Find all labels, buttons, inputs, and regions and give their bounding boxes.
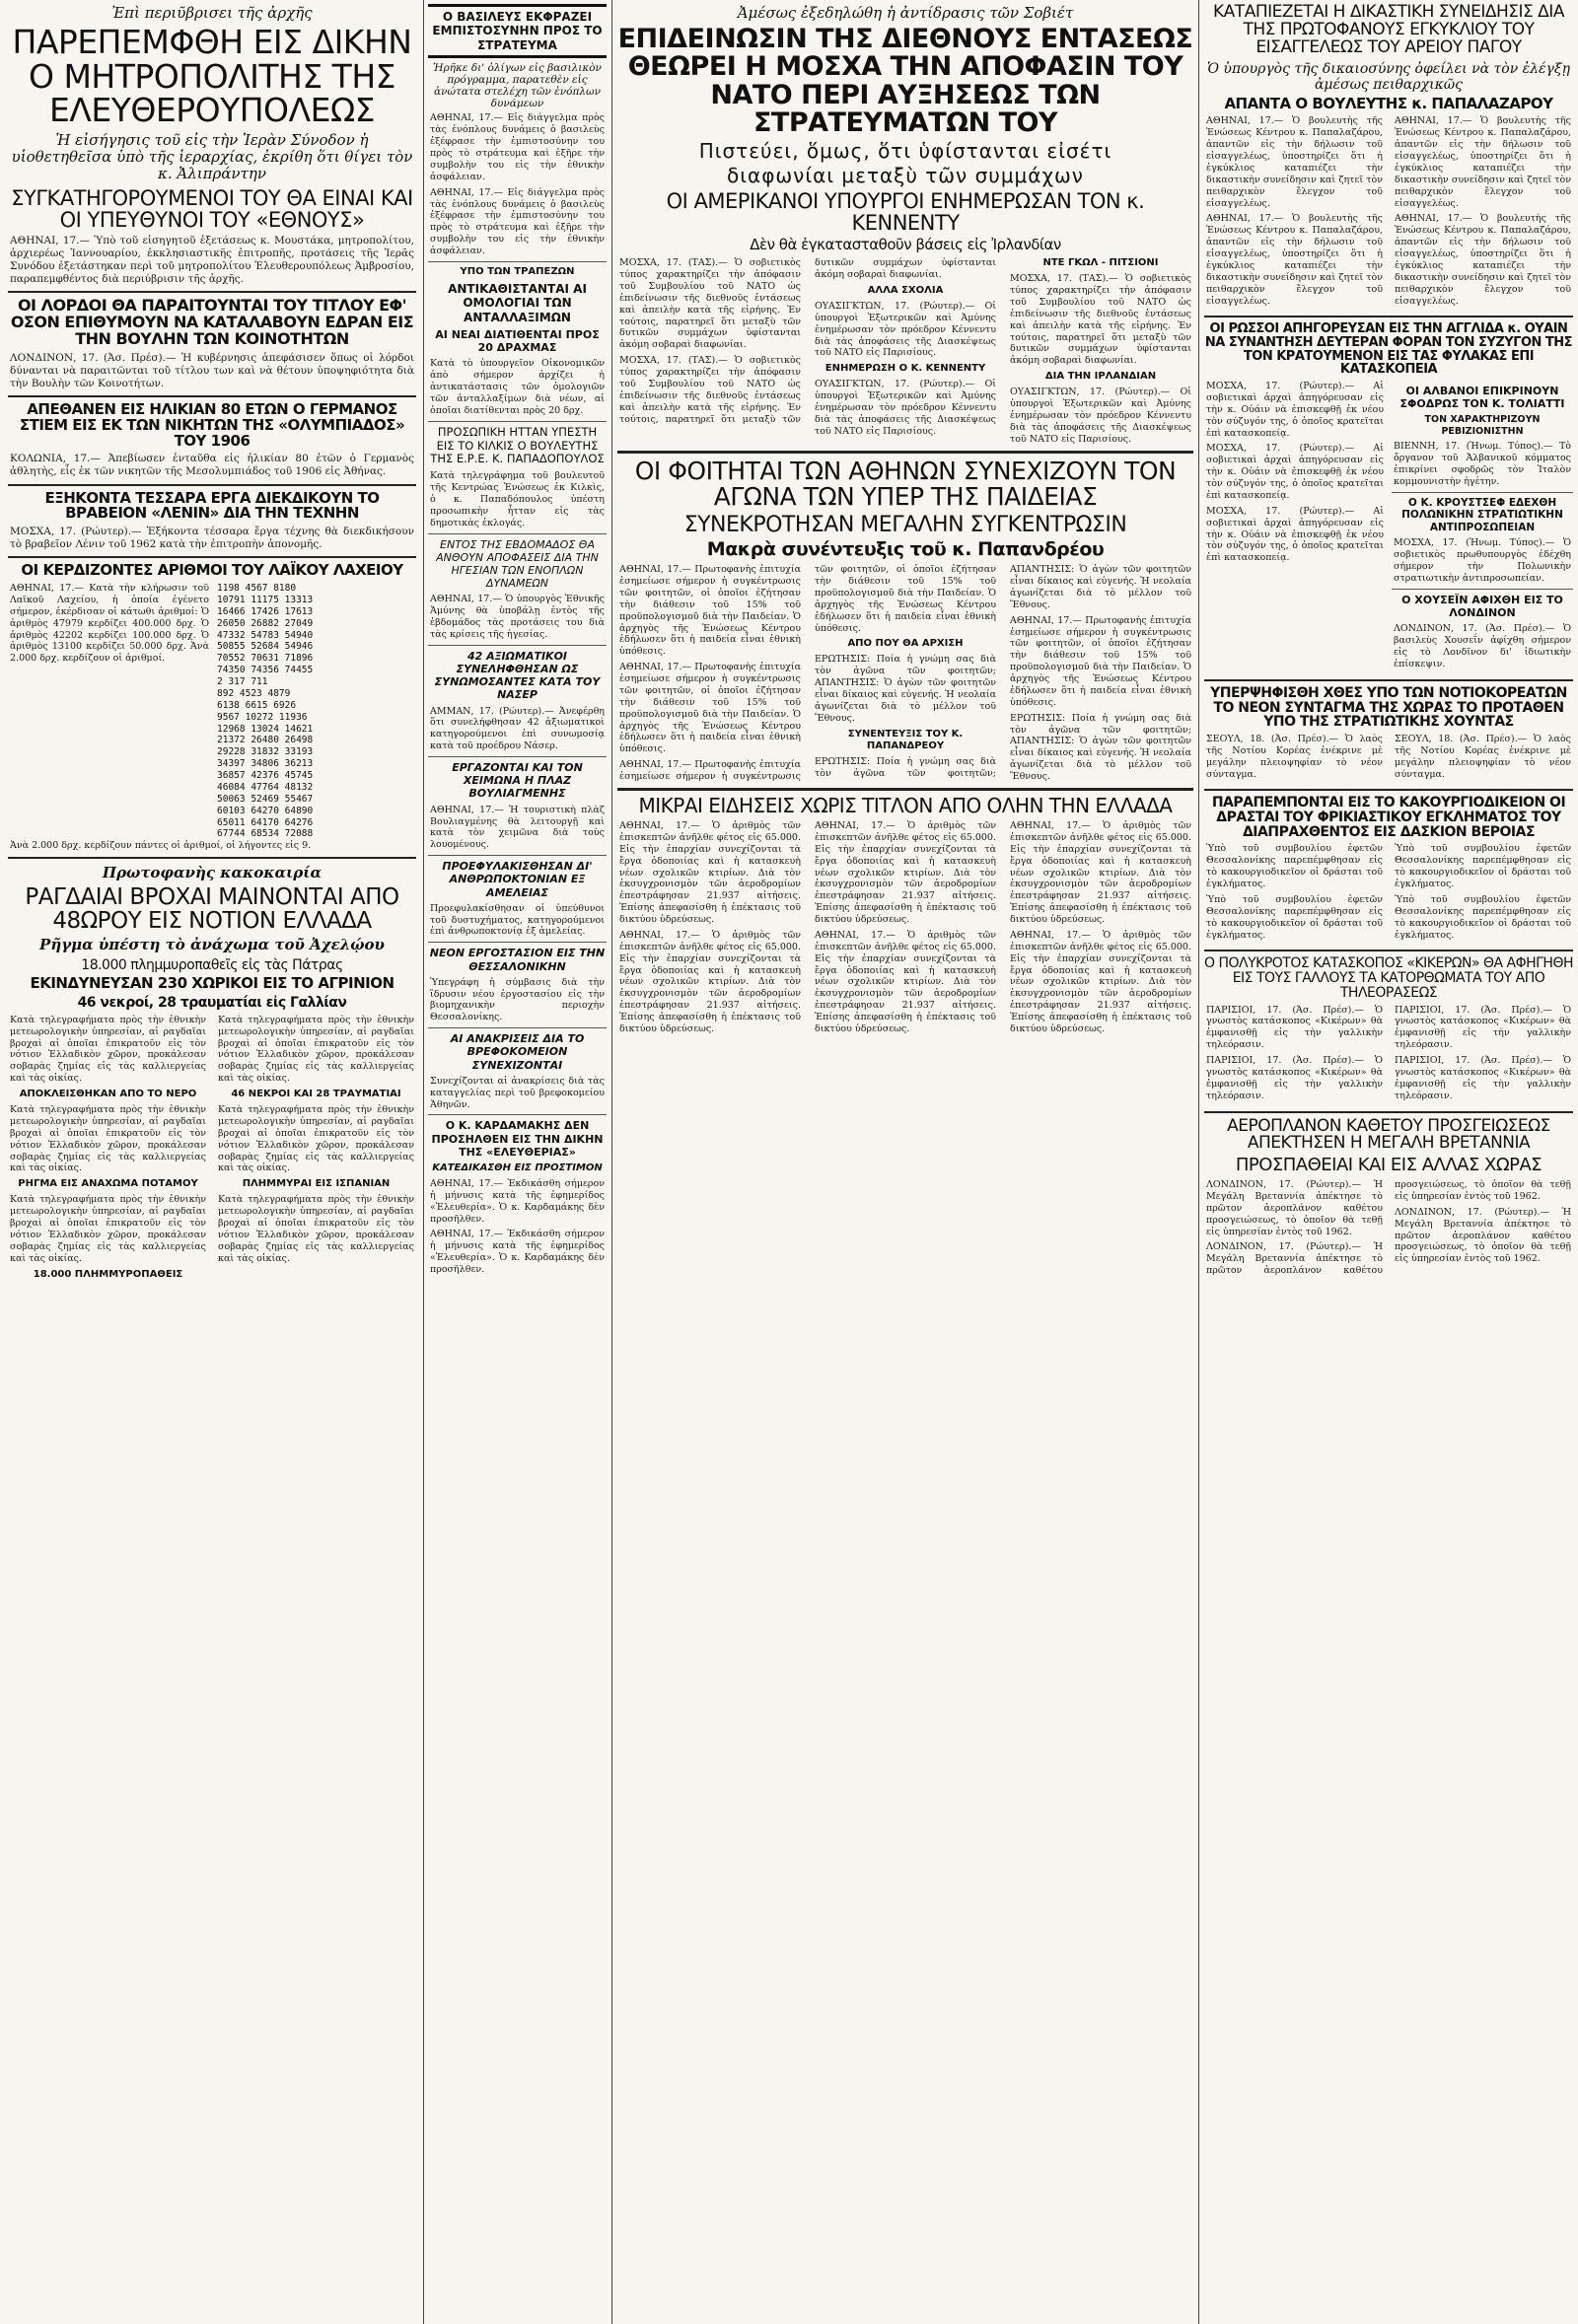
headline-albanians: ΟΙ ΑΛΒΑΝΟΙ ΕΠΙΚΡΙΝΟΥΝ ΣΦΟΔΡΩΣ ΤΟΝ Κ. ΤΟΛΙΑΤΤΙ xyxy=(1399,385,1565,411)
article-body: ΠΑΡΙΣΙΟΙ, 17. (Ἀσ. Πρέσ).— Ὁ γνωστὸς κατάσκοπος «Κικέρων» θὰ ἐμφανισθῇ εἰς τὴν γαλλικὴν τηλεόρασιν. xyxy=(1395,1004,1571,1051)
headline-judicial: ΚΑΤΑΠΙΕΖΕΤΑΙ Η ΔΙΚΑΣΤΙΚΗ ΣΥΝΕΙΔΗΣΙΣ ΔΙΑ ΤΗΣ ΠΡΩΤΟΦΑΝΟΥΣ ΕΓΚΥΚΛΙΟΥ ΤΟΥ ΕΙΣΑΓΓΕΛΕΩΣ ΤΟΥ ΑΡΕΙΟΥ ΠΑΓΟΥ xyxy=(1213,2,1564,57)
lottery-row: 74350 74356 74455 xyxy=(217,665,314,676)
article-body: ΜΟΣΧΑ, 17. (ΤΑΣ).— Ὁ σοβιετικὸς τύπος χαρακτηρίζει τὴν ἀπόφασιν τοῦ Συμβουλίου τοῦ ΝΑΤΟ ὡς ἐπιδείνωσιν τῆς διεθνοῦς ἐντάσεως καὶ ἀπειλὴν κατὰ τῆς εἰρήνης. Ἐν τούτοις, παρατηρεῖ ὅτι μεταξὺ τῶν δυτικῶν συμμάχων ὑφίστανται ἀκόμη σοβαραὶ διαφωνίαι. xyxy=(619,257,996,425)
article-body: ΑΘΗΝΑΙ, 17.— Ὁ ἀριθμὸς τῶν ἐπισκεπτῶν ἀνῆλθε φέτος εἰς 65.000. Εἰς τὴν ἐπαρχίαν συνεχίζονται τὰ ἔργα ὁδοποιίας καὶ ἡ κατασκευὴ νέων σχολικῶν κτιρίων. Διὰ τὸν ἐκσυγχρονισμὸν τῶν ἀεροδρομίων ἐπεστράφησαν 21.937 αἰτήσεις. Ἐπίσης ἀπεφασίσθη ἡ ἐπέκτασις τοῦ δικτύου ὑδρεύσεως. xyxy=(1010,929,1191,1034)
subhead: ΕΝΗΜΕΡΩΣΗ Ο Κ. ΚΕΝΝΕΝΤΥ xyxy=(825,363,986,375)
article-body: Κατὰ τηλεγραφήματα πρὸς τὴν ἐθνικὴν μετεωρολογικὴν ὑπηρεσίαν, αἱ ραγδαῖαι βροχαὶ αἱ ὁποῖαι ἐπικρατοῦν εἰς τὸν νότιον Ἑλλαδικὸν χῶρον, προκάλεσαν σοβαρὰς ζημίας εἰς τὰς καλλιεργείας καὶ τὰς οἰκίας. xyxy=(218,1194,414,1264)
article-body: ΑΘΗΝΑΙ, 17.— Ὁ βουλευτὴς τῆς Ἑνώσεως Κέντρου κ. Παπαλαζάρου, ἀπαντῶν εἰς τὴν δήλωσιν τοῦ εἰσαγγελέως, ὑποστηρίζει ὅτι ἡ ἐγκύκλιος καταπιέζει τὴν δικαστικὴν συνείδησιν καὶ ζητεῖ τὸν πειθαρχικὸν ἔλεγχον τοῦ εἰσαγγελέως. xyxy=(1206,115,1383,209)
article-body: Κατὰ τηλεγραφήματα πρὸς τὴν ἐθνικὴν μετεωρολογικὴν ὑπηρεσίαν, αἱ ραγδαῖαι βροχαὶ αἱ ὁποῖαι ἐπικρατοῦν εἰς τὸν νότιον Ἑλλαδικὸν χῶρον, προκάλεσαν σοβαρὰς ζημίας εἰς τὰς καλλιεργείας καὶ τὰς οἰκίας. xyxy=(10,1194,206,1264)
kicker-weather: Πρωτοφανὴς κακοκαιρία xyxy=(102,864,323,882)
headline-rains: ΡΑΓΔΑΙΑΙ ΒΡΟΧΑΙ ΜΑΙΝΟΝΤΑΙ ΑΠΟ 48ΩΡΟΥ ΕΙΣ ΝΟΤΙΟΝ ΕΛΛΑΔΑ xyxy=(25,884,399,935)
headline-nato: ΕΠΙΔΕΙΝΩΣΙΝ ΤΗΣ ΔΙΕΘΝΟΥΣ ΕΝΤΑΣΕΩΣ ΘΕΩΡΕΙ Η ΜΟΣΧΑ ΤΗΝ ΑΠΟΦΑΣΙΝ ΤΟΥ ΝΑΤΟ ΠΕΡΙ ΑΥΞΗΣΕΩΣ ΤΩΝ ΣΤΡΑΤΕΥΜΑΤΩΝ ΤΟΥ xyxy=(617,24,1193,139)
lottery-text: ΑΘΗΝΑΙ, 17.— Κατὰ τὴν κλήρωσιν τοῦ Λαϊκοῦ Λαχείου, ἡ ὁποία ἐγένετο σήμερον, ἐκέρδισαν οἱ κάτωθι ἀριθμοί: Ὁ ἀριθμὸς 47979 κερδίζει 400.000 δρχ. Ὁ ἀριθμὸς 42202 κερδίζει 100.000 δρχ. Ὁ ἀριθμὸς 13100 κερδίζει 50.000 δρχ. Ἀνὰ 2.000 δρχ. κερδίζουν οἱ ἀριθμοί. xyxy=(10,583,209,665)
article-body: ΑΘΗΝΑΙ, 17.— Ὁ ἀριθμὸς τῶν ἐπισκεπτῶν ἀνῆλθε φέτος εἰς 65.000. Εἰς τὴν ἐπαρχίαν συνεχίζονται τὰ ἔργα ὁδοποιίας καὶ ἡ κατασκευὴ νέων σχολικῶν κτιρίων. Διὰ τὸν ἐκσυγχρονισμὸν τῶν ἀεροδρομίων ἐπεστράφησαν 21.937 αἰτήσεις. Ἐπίσης ἀπεφασίσθη ἡ ἐπέκτασις τοῦ δικτύου ὑδρεύσεως. xyxy=(619,929,801,1034)
headline-lenin-prize: ΕΞΗΚΟΝΤΑ ΤΕΣΣΑΡΑ ΕΡΓΑ ΔΙΕΚΔΙΚΟΥΝ ΤΟ ΒΡΑΒΕΙΟΝ «ΛΕΝΙΝ» ΔΙΑ ΤΗΝ ΤΕΧΝΗΝ xyxy=(44,488,380,523)
lottery-row: 9567 10272 11936 xyxy=(217,711,308,723)
deck: ΚΑΤΕΔΙΚΑΣΘΗ ΕΙΣ ΠΡΟΣΤΙΜΟΝ xyxy=(432,1162,603,1173)
subhead: 46 ΝΕΚΡΟΙ ΚΑΙ 28 ΤΡΑΥΜΑΤΙΑΙ xyxy=(231,1089,401,1100)
column-4 xyxy=(1204,0,1573,2324)
headline-cicero: Ο ΠΟΛΥΚΡΟΤΟΣ ΚΑΤΑΣΚΟΠΟΣ «ΚΙΚΕΡΩΝ» ΘΑ ΑΦΗΓΗΘΗ ΕΙΣ ΤΟΥΣ ΓΑΛΛΟΥΣ ΤΑ ΚΑΤΟΡΘΩΜΑΤΑ ΤΟΥ ΑΠΟ ΤΗΛΕΟΡΑΣΕΩΣ xyxy=(1204,955,1573,1001)
article-body: ΣΕΟΥΛ, 18. (Ἀσ. Πρέσ).— Ὁ λαὸς τῆς Νοτίου Κορέας ἐνέκρινε μὲ μεγάλην πλειοψηφίαν τὸ νέον σύνταγμα. xyxy=(1395,733,1571,780)
kicker: Ἀμέσως ἐξεδηλώθη ἡ ἀντίδρασις τῶν Σοβιέτ xyxy=(737,4,1074,22)
article-body: ΑΘΗΝΑΙ, 17.— Ὑπὸ τοῦ εἰσηγητοῦ ἐξετάσεως κ. Μουστάκα, μητροπολίτου, ἀρχιερέως Ἰαννουαρίου, ἐκκλησιαστικῆς ἐπιτροπῆς, προτάσεις τῆς Ἱερᾶς Συνόδου ἐξετάστηκαν περὶ τοῦ μητροπολίτου Ἐλευθερουπόλεως Ἀμβροσίου, παραπεμφθέντος διὰ περιύβρισιν τῆς ἀρχῆς. xyxy=(10,234,414,286)
headline-korea: ΥΠΕΡΨΗΦΙΣΘΗ ΧΘΕΣ ΥΠΟ ΤΩΝ ΝΟΤΙΟΚΟΡΕΑΤΩΝ ΤΟ ΝΕΟΝ ΣΥΝΤΑΓΜΑ ΤΗΣ ΧΩΡΑΣ ΤΟ ΠΡΟΤΑΘΕΝ ΥΠΟ ΤΗΣ ΣΤΡΑΤΙΩΤΙΚΗΣ ΧΟΥΝΤΑΣ xyxy=(1210,684,1567,731)
article-body: Ὑπεγράφη ἡ σύμβασις διὰ τὴν ἵδρυσιν νέου ἐργοστασίου εἰς τὴν βιομηχανικὴν περιοχὴν Θεσσαλονίκης. xyxy=(430,976,605,1023)
deck: Ρῆγμα ὑπέστη τὸ ἀνάχωμα τοῦ Ἀχελῴου xyxy=(39,936,385,954)
article-body: ΣΕΟΥΛ, 18. (Ἀσ. Πρέσ).— Ὁ λαὸς τῆς Νοτίου Κορέας ἐνέκρινε μὲ μεγάλην πλειοψηφίαν τὸ νέον σύνταγμα. xyxy=(1206,733,1383,780)
article-body: ΑΘΗΝΑΙ, 17.— Ὁ ὑπουργὸς Ἐθνικῆς Ἀμύνης θὰ ὑποβάλῃ ἐντὸς τῆς ἑβδομάδος τὰς προτάσεις του διὰ τὰς κρίσεις τῆς ἡγεσίας. xyxy=(430,594,605,640)
article-body: ΑΘΗΝΑΙ, 17.— Ὁ ἀριθμὸς τῶν ἐπισκεπτῶν ἀνῆλθε φέτος εἰς 65.000. Εἰς τὴν ἐπαρχίαν συνεχίζονται τὰ ἔργα ὁδοποιίας καὶ ἡ κατασκευὴ νέων σχολικῶν κτιρίων. Διὰ τὸν ἐκσυγχρονισμὸν τῶν ἀεροδρομίων ἐπεστράφησαν 21.937 αἰτήσεις. Ἐπίσης ἀπεφασίσθη ἡ ἐπέκτασις τοῦ δικτύου ὑδρεύσεως. xyxy=(815,929,996,1034)
deck: Ὁ ὑπουργὸς τῆς δικαιοσύνης ὀφείλει νὰ τὸν ἐλέγξῃ ἀμέσως πειθαρχικῶς xyxy=(1206,60,1571,93)
subhead: ΔΙΑ ΤΗΝ ΙΡΛΑΝΔΙΑΝ xyxy=(1044,371,1157,383)
article-body: ΑΘΗΝΑΙ, 17.— Ἐκδικάσθη σήμερον ἡ μήνυσις κατὰ τῆς ἐφημερίδος «Ἐλευθερία». Ὁ κ. Καρδαμάκης δὲν προσῆλθεν. xyxy=(430,1177,605,1225)
deck: ΑΙ ΝΕΑΙ ΔΙΑΤΙΘΕΝΤΑΙ ΠΡΟΣ 20 ΔΡΑΧΜΑΣ xyxy=(435,328,600,355)
subhead: ΑΠΟΚΛΕΙΣΘΗΚΑΝ ΑΠΟ ΤΟ ΝΕΡΟ xyxy=(19,1089,197,1100)
article-body: ΑΘΗΝΑΙ, 17.— Ὁ βουλευτὴς τῆς Ἑνώσεως Κέντρου κ. Παπαλαζάρου, ἀπαντῶν εἰς τὴν δήλωσιν τοῦ εἰσαγγελέως, ὑποστηρίζει ὅτι ἡ ἐγκύκλιος καταπιέζει τὴν δικαστικὴν συνείδησιν καὶ ζητεῖ τὸν πειθαρχικὸν ἔλεγχον τοῦ εἰσαγγελέως. xyxy=(1206,213,1383,307)
subhead: ΠΛΗΜΜΥΡΑΙ ΕΙΣ ΙΣΠΑΝΙΑΝ xyxy=(242,1178,391,1190)
headline-vouliagmeni: ΕΡΓΑΖΟΝΤΑΙ ΚΑΙ ΤΟΝ ΧΕΙΜΩΝΑ Η ΠΛΑΖ ΒΟΥΛΙΑΓΜΕΝΗΣ xyxy=(452,761,583,801)
subheadline: ΣΥΝΕΚΡΟΤΗΣΑΝ ΜΕΓΑΛΗΝ ΣΥΓΚΕΝΤΡΩΣΙΝ xyxy=(683,513,1127,538)
article-body: ΟΥΑΣΙΓΚΤΩΝ, 17. (Ρώυτερ).— Οἱ ὑπουργοὶ Ἐξωτερικῶν καὶ Ἀμύνης ἐνημέρωσαν τὸν πρόεδρον Κέννεντυ διὰ τὰς ἀποφάσεις τῆς Διασκέψεως τοῦ ΝΑΤΟ εἰς Παρισίους. xyxy=(815,379,996,437)
headline-metropolitan: ΠΑΡΕΠΕΜΦΘΗ ΕΙΣ ΔΙΚΗΝ Ο ΜΗΤΡΟΠΟΛΙΤΗΣ ΤΗΣ ΕΛΕΥΘΕΡΟΥΠΟΛΕΩΣ xyxy=(12,23,412,130)
article-body: Κατὰ τηλεγραφήματα πρὸς τὴν ἐθνικὴν μετεωρολογικὴν ὑπηρεσίαν, αἱ ραγδαῖαι βροχαὶ αἱ ὁποῖαι ἐπικρατοῦν εἰς τὸν νότιον Ἑλλαδικὸν χῶρον, προκάλεσαν σοβαρὰς ζημίας εἰς τὰς καλλιεργείας καὶ τὰς οἰκίας. xyxy=(218,1104,414,1174)
article-body: ΑΘΗΝΑΙ, 17.— Πρωτοφανὴς ἐπιτυχία ἐσημείωσε σήμερον ἡ συγκέντρωσις τῶν φοιτητῶν, οἱ ὁποῖοι ἐζήτησαν τὴν διάθεσιν τοῦ 15% τοῦ προϋπολογισμοῦ διὰ τὴν Παιδείαν. Ὁ ἀρχηγὸς τῆς Ἑνώσεως Κέντρου ἐδήλωσεν ὅτι ἡ παιδεία εἶναι ἐθνικὴ ὑπόθεσις. xyxy=(619,662,801,755)
lottery-row: 21372 26480 26498 xyxy=(217,735,314,746)
lottery-row: 67744 68534 72088 xyxy=(217,828,314,840)
headline-lottery: ΟΙ ΚΕΡΔΙΖΟΝΤΕΣ ΑΡΙΘΜΟΙ ΤΟΥ ΛΑΪΚΟΥ ΛΑΧΕΙΟΥ xyxy=(21,561,403,580)
deck: διαφωνίαι μεταξὺ τῶν συμμάχων xyxy=(727,164,1084,188)
lottery-row: 47332 54783 54940 xyxy=(217,629,314,641)
subheadline: ΣΥΓΚΑΤΗΓΟΡΟΥΜΕΝΟΙ ΤΟΥ ΘΑ ΕΙΝΑΙ ΚΑΙ ΟΙ ΥΠΕΥΘΥΝΟΙ ΤΟΥ «ΕΘΝΟΥΣ» xyxy=(11,185,413,232)
article-body: ΜΟΣΧΑ, 17. (Ρώυτερ).— Αἱ σοβιετικαὶ ἀρχαὶ ἀπηγόρευσαν εἰς τὴν κ. Οὐάιν νὰ ἐπισκεφθῇ ἐκ νέου τὸν σύζυγόν της, ὁ ὁποῖος κρατεῖται ἐπὶ κατασκοπείᾳ. xyxy=(1206,443,1384,501)
headline-veroia: ΠΑΡΑΠΕΜΠΟΝΤΑΙ ΕΙΣ ΤΟ ΚΑΚΟΥΡΓΙΟΔΙΚΕΙΟΝ ΟΙ ΔΡΑΣΤΑΙ ΤΟΥ ΦΡΙΚΙΑΣΤΙΚΟΥ ΕΓΚΛΗΜΑΤΟΣ ΤΟΥ ΔΙΑΠΡΑΧΘΕΝΤΟΣ ΕΙΣ ΔΑΣΚΙΟΝ ΒΕΡΟΙΑΣ xyxy=(1211,795,1566,840)
headline-khrushchev: Ο Κ. ΚΡΟΥΣΤΣΕΦ ΕΔΕΧΘΗ ΠΟΛΩΝΙΚΗΝ ΣΤΡΑΤΙΩΤΙΚΗΝ ΑΝΤΙΠΡΟΣΩΠΕΙΑΝ xyxy=(1401,496,1563,533)
article-body: ΑΘΗΝΑΙ, 17.— Ὁ ἀριθμὸς τῶν ἐπισκεπτῶν ἀνῆλθε φέτος εἰς 65.000. Εἰς τὴν ἐπαρχίαν συνεχίζονται τὰ ἔργα ὁδοποιίας καὶ ἡ κατασκευὴ νέων σχολικῶν κτιρίων. Διὰ τὸν ἐκσυγχρονισμὸν τῶν ἀεροδρομίων ἐπεστράφησαν 21.937 αἰτήσεις. Ἐπίσης ἀπεφασίσθη ἡ ἐπέκτασις τοῦ δικτύου ὑδρεύσεως. xyxy=(1010,820,1191,926)
headline-lords: ΟΙ ΛΟΡΔΟΙ ΘΑ ΠΑΡΑΙΤΟΥΝΤΑΙ ΤΟΥ ΤΙΤΛΟΥ ΕΦ' ΟΣΟΝ ΕΠΙΘΥΜΟΥΝ ΝΑ ΚΑΤΑΛΑΒΟΥΝ ΕΔΡΑΝ ΕΙΣ ΤΗΝ ΒΟΥΛΗΝ ΤΩΝ ΚΟΙΝΟΤΗΤΩΝ xyxy=(10,296,414,348)
lottery-row: 46084 47764 48132 xyxy=(217,781,314,793)
article-body: ΠΑΡΙΣΙΟΙ, 17. (Ἀσ. Πρέσ).— Ὁ γνωστὸς κατάσκοπος «Κικέρων» θὰ ἐμφανισθῇ εἰς τὴν γαλλικὴν τηλεόρασιν. xyxy=(1395,1055,1571,1101)
article-body: Προεφυλακίσθησαν οἱ ὑπεύθυνοι τοῦ δυστυχήματος, κατηγορούμενοι ἐπὶ ἀνθρωποκτονίᾳ ἐξ ἀμελείας. xyxy=(430,902,605,938)
article-body: ΑΘΗΝΑΙ, 17.— Εἰς διάγγελμα πρὸς τὰς ἐνόπλους δυνάμεις ὁ βασιλεὺς ἐξέφρασε τὴν ἐμπιστοσύνην του πρὸς τὸ στράτευμα καὶ ἐξῆρε τὴν συμβολὴν του εἰς τὴν ἐθνικὴν ἀσφάλειαν. xyxy=(430,186,605,257)
article-body: ΑΘΗΝΑΙ, 17.— Πρωτοφανὴς ἐπιτυχία ἐσημείωσε σήμερον ἡ συγκέντρωσις τῶν φοιτητῶν, οἱ ὁποῖοι ἐζήτησαν τὴν διάθεσιν τοῦ 15% τοῦ προϋπολογισμοῦ διὰ τὴν Παιδείαν. Ὁ ἀρχηγὸς τῆς Ἑνώσεως Κέντρου ἐδήλωσεν ὅτι ἡ παιδεία εἶναι ἐθνικὴ ὑπόθεσις. xyxy=(619,564,996,782)
article-body: ΜΟΣΧΑ, 17. (Ἡνωμ. Τύπος).— Ὁ σοβιετικὸς πρωθυπουργὸς ἐδέχθη σήμερον τὴν Πολωνικὴν στρατιωτικὴν ἀντιπροσωπείαν. xyxy=(1394,537,1571,585)
column-1 xyxy=(8,0,416,2324)
article-body: ΑΘΗΝΑΙ, 17.— Εἰς διάγγελμα πρὸς τὰς ἐνόπλους δυνάμεις ὁ βασιλεὺς ἐξέφρασε τὴν ἐμπιστοσύνην του πρὸς τὸ στράτευμα καὶ ἐξῆρε τὴν συμβολὴν του εἰς τὴν ἐθνικὴν ἀσφάλειαν. xyxy=(430,112,605,182)
lottery-row: 29228 31832 33193 xyxy=(217,746,314,758)
lottery-row: 65011 64170 64276 xyxy=(217,816,314,828)
lottery-row: 34397 34806 36213 xyxy=(217,758,314,770)
deck: Δὲν θὰ ἐγκατασταθοῦν βάσεις εἰς Ἰρλανδίαν xyxy=(750,236,1061,254)
lottery-row: 1198 4567 8180 xyxy=(217,583,297,595)
article-body: ΠΑΡΙΣΙΟΙ, 17. (Ἀσ. Πρέσ).— Ὁ γνωστὸς κατάσκοπος «Κικέρων» θὰ ἐμφανισθῇ εἰς τὴν γαλλικὴν τηλεόρασιν. xyxy=(1206,1004,1383,1051)
headline-armed-forces: ΕΝΤΟΣ ΤΗΣ ΕΒΔΟΜΑΔΟΣ ΘΑ ΑΝΘΟΥΝ ΑΠΟΦΑΣΕΙΣ ΔΙΑ ΤΗΝ ΗΓΕΣΙΑΝ ΤΩΝ ΕΝΟΠΛΩΝ ΔΥΝΑΜΕΩΝ xyxy=(436,537,599,591)
lottery-row: 60103 64270 64890 xyxy=(217,805,314,816)
article-body: Κατὰ τηλεγραφήματα πρὸς τὴν ἐθνικὴν μετεωρολογικὴν ὑπηρεσίαν, αἱ ραγδαῖαι βροχαὶ αἱ ὁποῖαι ἐπικρατοῦν εἰς τὸν νότιον Ἑλλαδικὸν χῶρον, προκάλεσαν σοβαρὰς ζημίας εἰς τὰς καλλιεργείας καὶ τὰς οἰκίας. xyxy=(218,1014,414,1085)
article-body: ΕΡΩΤΗΣΙΣ: Ποία ἡ γνώμη σας διὰ τὸν ἀγῶνα τῶν φοιτητῶν; ΑΠΑΝΤΗΣΙΣ: Ὁ ἀγὼν τῶν φοιτητῶν εἶναι δίκαιος καὶ εὐγενής. Ἡ νεολαία ἀγωνίζεται διὰ τὸ μέλλον τοῦ Ἔθνους. xyxy=(815,654,996,724)
lottery-row: 16466 17426 17613 xyxy=(217,605,314,617)
article-body: ΑΘΗΝΑΙ, 17.— Ἐκδικάσθη σήμερον ἡ μήνυσις κατὰ τῆς ἐφημερίδος «Ἐλευθερία». Ὁ κ. Καρδαμάκης δὲν προσῆλθεν. xyxy=(430,1229,605,1276)
article-body: ΑΘΗΝΑΙ, 17.— Πρωτοφανὴς ἐπιτυχία ἐσημείωσε σήμερον ἡ συγκέντρωσις τῶν φοιτητῶν, οἱ ὁποῖοι ἐζήτησαν τὴν διάθεσιν τοῦ 15% τοῦ προϋπολογισμοῦ διὰ τὴν Παιδείαν. Ὁ ἀρχηγὸς τῆς Ἑνώσεως Κέντρου ἐδήλωσεν ὅτι ἡ παιδεία εἶναι ἐθνικὴ ὑπόθεσις. xyxy=(619,564,801,658)
article-body: ΛΟΝΔΙΝΟΝ, 17. (Ρώυτερ).— Ἡ Μεγάλη Βρεταννία ἀπέκτησε τὸ πρῶτον ἀεροπλάνον καθέτου προσγειώσεως, τὸ ὁποῖον θὰ τεθῇ εἰς ὑπηρεσίαν ἐντὸς τοῦ 1962. xyxy=(1395,1206,1571,1265)
lottery-row: 2 317 711 xyxy=(217,676,268,688)
article-body: ΑΘΗΝΑΙ, 17.— Ὁ βουλευτὴς τῆς Ἑνώσεως Κέντρου κ. Παπαλαζάρου, ἀπαντῶν εἰς τὴν δήλωσιν τοῦ εἰσαγγελέως, ὑποστηρίζει ὅτι ἡ ἐγκύκλιος καταπιέζει τὴν δικαστικὴν συνείδησιν καὶ ζητεῖ τὸν πειθαρχικὸν ἔλεγχον τοῦ εἰσαγγελέως. xyxy=(1395,115,1571,209)
lottery-row: 10791 11175 13313 xyxy=(217,594,314,605)
article-body: Ὑπὸ τοῦ συμβουλίου ἐφετῶν Θεσσαλονίκης παρεπέμφθησαν εἰς τὸ κακουργιοδικεῖον οἱ δράσται τοῦ ἐγκλήματος. xyxy=(1395,843,1571,890)
headline-wynne: ΟΙ ΡΩΣΣΟΙ ΑΠΗΓΟΡΕΥΣΑΝ ΕΙΣ ΤΗΝ ΑΓΓΛΙΔΑ κ. ΟΥΑΙΝ ΝΑ ΣΥΝΑΝΤΗΣΗ ΔΕΥΤΕΡΑΝ ΦΟΡΑΝ ΤΟΝ ΣΥΖΥΓΟΝ ΤΗΣ ΤΟΝ ΚΡΑΤΟΥΜΕΝΟΝ ΕΙΣ ΤΑΣ ΦΥΛΑΚΑΣ ΕΠΙ ΚΑΤΑΣΚΟΠΕΙΑ xyxy=(1204,321,1573,378)
article-body: ΑΜΜΑΝ, 17. (Ρώυτερ).— Ἀνεφέρθη ὅτι συνελήφθησαν 42 ἀξιωματικοὶ κατηγορούμενοι ἐπὶ συνωμοσίᾳ κατὰ τοῦ προέδρου Νάσερ. xyxy=(430,705,605,752)
article-body: ΠΑΡΙΣΙΟΙ, 17. (Ἀσ. Πρέσ).— Ὁ γνωστὸς κατάσκοπος «Κικέρων» θὰ ἐμφανισθῇ εἰς τὴν γαλλικὴν τηλεόρασιν. xyxy=(1206,1055,1383,1101)
column-2 xyxy=(428,0,607,2324)
lottery-row: 6138 6615 6926 xyxy=(217,699,297,711)
lottery-row: 26050 26882 27049 xyxy=(217,617,314,629)
headline-hussein: Ο ΧΟΥΣΕΪΝ ΑΦΙΧΘΗ ΕΙΣ ΤΟ ΛΟΝΔΙΝΟΝ xyxy=(1401,593,1563,620)
deck: Πιστεύει, ὅμως, ὅτι ὑφίστανται εἰσέτι xyxy=(698,139,1112,164)
deck: 18.000 πλημμυροπαθεῖς εἰς τὰς Πάτρας xyxy=(81,956,343,973)
subhead: ΑΛΛΑ ΣΧΟΛΙΑ xyxy=(867,284,944,296)
article-body: Συνεχίζονται αἱ ἀνακρίσεις διὰ τὰς καταγγελίας περὶ τοῦ βρεφοκομείου Ἀθηνῶν. xyxy=(430,1075,605,1110)
deck: Ἡ εἰσήγησις τοῦ εἰς τὴν Ἱερὰν Σύνοδον ἡ υἱοθετηθεῖσα ὑπὸ τῆς ἱεραρχίας, ἐκρίθη ὅτι θίγει τὸν κ. Ἀλιπράντην xyxy=(11,130,413,183)
headline-bonds: ΑΝΤΙΚΑΘΙΣΤΑΝΤΑΙ ΑΙ ΟΜΟΛΟΓΙΑΙ ΤΩΝ ΑΝΤΑΛΛΑΞΙΜΩΝ xyxy=(448,281,587,324)
article-body: ΑΘΗΝΑΙ, 17.— Ὁ ἀριθμὸς τῶν ἐπισκεπτῶν ἀνῆλθε φέτος εἰς 65.000. Εἰς τὴν ἐπαρχίαν συνεχίζονται τὰ ἔργα ὁδοποιίας καὶ ἡ κατασκευὴ νέων σχολικῶν κτιρίων. Διὰ τὸν ἐκσυγχρονισμὸν τῶν ἀεροδρομίων ἐπεστράφησαν 21.937 αἰτήσεις. Ἐπίσης ἀπεφασίσθη ἡ ἐπέκτασις τοῦ δικτύου ὑδρεύσεως. xyxy=(815,820,996,926)
headline-factory: ΝΕΟΝ ΕΡΓΟΣΤΑΣΙΟΝ ΕΙΣ ΤΗΝ ΘΕΣΣΑΛΟΝΙΚΗΝ xyxy=(429,947,606,973)
headline-kardamakis: Ο Κ. ΚΑΡΔΑΜΑΚΗΣ ΔΕΝ ΠΡΟΣΗΛΘΕΝ ΕΙΣ ΤΗΝ ΔΙΚΗΝ ΤΗΣ «ΕΛΕΥΘΕΡΙΑΣ» xyxy=(431,1119,604,1159)
article-body: ΑΘΗΝΑΙ, 17.— Ὁ ἀριθμὸς τῶν ἐπισκεπτῶν ἀνῆλθε φέτος εἰς 65.000. Εἰς τὴν ἐπαρχίαν συνεχίζονται τὰ ἔργα ὁδοποιίας καὶ ἡ κατασκευὴ νέων σχολικῶν κτιρίων. Διὰ τὸν ἐκσυγχρονισμὸν τῶν ἀεροδρομίων ἐπεστράφησαν 21.937 αἰτήσεις. Ἐπίσης ἀπεφασίσθη ἡ ἐπέκτασις τοῦ δικτύου ὑδρεύσεως. xyxy=(619,820,801,926)
article-body: ΜΟΣΧΑ, 17. (Ρώυτερ).— Αἱ σοβιετικαὶ ἀρχαὶ ἀπηγόρευσαν εἰς τὴν κ. Οὐάιν νὰ ἐπισκεφθῇ ἐκ νέου τὸν σύζυγόν της, ὁ ὁποῖος κρατεῖται ἐπὶ κατασκοπείᾳ. xyxy=(1206,381,1384,439)
article-body: ΑΘΗΝΑΙ, 17.— Ἡ τουριστικὴ πλὰζ Βουλιαγμένης θὰ λειτουργῇ καὶ κατὰ τὸν χειμῶνα διὰ τοὺς λουομένους. xyxy=(430,804,605,851)
headline-orphanage: ΑΙ ΑΝΑΚΡΙΣΕΙΣ ΔΙΑ ΤΟ ΒΡΕΦΟΚΟΜΕΙΟΝ ΣΥΝΕΧΙΖΟΝΤΑΙ xyxy=(450,1032,585,1072)
article-body: ΚΟΛΩΝΙΑ, 17.— Ἀπεβίωσεν ἐνταῦθα εἰς ἡλικίαν 80 ἐτῶν ὁ Γερμανὸς ἀθλητὴς, εἷς ἐκ τῶν νικητῶν τῆς Μεσολυμπιάδος τοῦ 1906 εἰς Ἀθήνας. xyxy=(10,453,414,478)
lottery-note: Ἀνὰ 2.000 δρχ. κερδίζουν πάντες οἱ ἀριθμοί, οἱ λήγοντες εἰς 9. xyxy=(10,840,312,852)
subheadline: ΠΡΟΣΠΑΘΕΙΑΙ ΚΑΙ ΕΙΣ ΑΛΛΑΣ ΧΩΡΑΣ xyxy=(1235,1155,1542,1176)
subhead: 18.000 ΠΛΗΜΜΥΡΟΠΑΘΕΙΣ xyxy=(33,1268,183,1280)
article-body: ΜΟΣΧΑ, 17. (ΤΑΣ).— Ὁ σοβιετικὸς τύπος χαρακτηρίζει τὴν ἀπόφασιν τοῦ Συμβουλίου τοῦ ΝΑΤΟ ὡς ἐπιδείνωσιν τῆς διεθνοῦς ἐντάσεως καὶ ἀπειλὴν κατὰ τῆς εἰρήνης. Ἐν τούτοις, παρατηρεῖ ὅτι μεταξὺ τῶν δυτικῶν συμμάχων ὑφίστανται ἀκόμη σοβαραὶ διαφωνίαι. xyxy=(619,257,801,351)
deck: ΕΚΙΝΔΥΝΕΥΣΑΝ 230 ΧΩΡΙΚΟΙ ΕΙΣ ΤΟ ΑΓΡΙΝΙΟΝ xyxy=(30,974,394,993)
deck: Μακρὰ συνέντευξις τοῦ κ. Παπανδρέου xyxy=(706,538,1105,561)
subheadline: ΑΠΑΝΤΑ Ο ΒΟΥΛΕΥΤΗΣ κ. ΠΑΠΑΛΑΖΑΡΟΥ xyxy=(1224,94,1553,112)
subhead: ΣΥΝΕΝΤΕΥΞΙΣ ΤΟΥ Κ. ΠΑΠΑΝΔΡΕΟΥ xyxy=(847,728,964,751)
subhead: ΑΠΟ ΠΟΥ ΘΑ ΑΡΧΙΣΗ xyxy=(847,638,964,650)
article-body: Ὑπὸ τοῦ συμβουλίου ἐφετῶν Θεσσαλονίκης παρεπέμφθησαν εἰς τὸ κακουργιοδικεῖον οἱ δράσται τοῦ ἐγκλήματος. xyxy=(1206,843,1383,890)
article-body: ΜΟΣΧΑ, 17. (ΤΑΣ).— Ὁ σοβιετικὸς τύπος χαρακτηρίζει τὴν ἀπόφασιν τοῦ Συμβουλίου τοῦ ΝΑΤΟ ὡς ἐπιδείνωσιν τῆς διεθνοῦς ἐντάσεως καὶ ἀπειλὴν κατὰ τῆς εἰρήνης. Ἐν τούτοις, παρατηρεῖ ὅτι μεταξὺ τῶν δυτικῶν συμμάχων ὑφίστανται ἀκόμη σοβαραὶ διαφωνίαι. xyxy=(1010,273,1191,367)
lottery-row: 12968 13024 14621 xyxy=(217,723,314,735)
headline-vtol: ΑΕΡΟΠΛΑΝΟΝ ΚΑΘΕΤΟΥ ΠΡΟΣΓΕΙΩΣΕΩΣ ΑΠΕΚΤΗΣΕΝ Η ΜΕΓΑΛΗ ΒΡΕΤΑΝΝΙΑ xyxy=(1227,1115,1550,1154)
article-body: ΛΟΝΔΙΝΟΝ, 17. (Ρώυτερ).— Ἡ Μεγάλη Βρεταννία ἀπέκτησε τὸ πρῶτον ἀεροπλάνον καθέτου προσγειώσεως, τὸ ὁποῖον θὰ τεθῇ εἰς ὑπηρεσίαν ἐντὸς τοῦ 1962. xyxy=(1206,1179,1383,1237)
article-body: ΛΟΝΔΙΝΟΝ, 17. (Ἀσ. Πρέσ).— Ἡ κυβέρνησις ἀπεφάσισεν ὅπως οἱ λόρδοι δύνανται νὰ παραιτῶνται τοῦ τίτλου των καὶ νὰ θέτουν ὑποψηφιότητα διὰ τὴν Βουλὴν τῶν Κοινοτήτων. xyxy=(10,351,414,389)
subheadline: ΟΙ ΑΜΕΡΙΚΑΝΟΙ ΥΠΟΥΡΓΟΙ ΕΝΗΜΕΡΩΣΑΝ ΤΟΝ κ. ΚΕΝΝΕΝΤΥ xyxy=(666,189,1145,236)
article-body: ΟΥΑΣΙΓΚΤΩΝ, 17. (Ρώυτερ).— Οἱ ὑπουργοὶ Ἐξωτερικῶν καὶ Ἀμύνης ἐνημέρωσαν τὸν πρόεδρον Κέννεντυ διὰ τὰς ἀποφάσεις τῆς Διασκέψεως τοῦ ΝΑΤΟ εἰς Παρισίους. xyxy=(815,300,996,359)
article-body: ΛΟΝΔΙΝΟΝ, 17. (Ἀσ. Πρέσ).— Ὁ βασιλεὺς Χουσεΐν ἀφίχθη σήμερον εἰς τὸ Λονδῖνον δι' ἰδιωτικὴν ἐπίσκεψιν. xyxy=(1394,623,1571,669)
headline-students: ΟΙ ΦΟΙΤΗΤΑΙ ΤΩΝ ΑΘΗΝΩΝ ΣΥΝΕΧΙΖΟΥΝ ΤΟΝ ΑΓΩΝΑ ΤΩΝ ΥΠΕΡ ΤΗΣ ΠΑΙΔΕΙΑΣ xyxy=(634,456,1177,511)
article-body: ΜΟΣΧΑ, 17. (Ρώυτερ).— Ἐξήκοντα τέσσαρα ἔργα τέχνης θὰ διεκδικήσουν τὸ βραβεῖον Λένιν τοῦ 1962 κατὰ τὴν ἐπιτροπὴν ἀπονομῆς. xyxy=(10,526,414,551)
headline-detention: ΠΡΟΕΦΥΛΑΚΙΣΘΗΣΑΝ ΔΙ' ΑΝΘΡΩΠΟΚΤΟΝΙΑΝ ΕΞ ΑΜΕΛΕΙΑΣ xyxy=(442,860,593,899)
lottery-row: 50063 52469 55467 xyxy=(217,793,314,805)
article-body: Κατὰ τηλεγραφήματα πρὸς τὴν ἐθνικὴν μετεωρολογικὴν ὑπηρεσίαν, αἱ ραγδαῖαι βροχαὶ αἱ ὁποῖαι ἐπικρατοῦν εἰς τὸν νότιον Ἑλλαδικὸν χῶρον, προκάλεσαν σοβαρὰς ζημίας εἰς τὰς καλλιεργείας καὶ τὰς οἰκίας. xyxy=(10,1104,206,1174)
article-body: ΑΘΗΝΑΙ, 17.— Πρωτοφανὴς ἐπιτυχία ἐσημείωσε σήμερον ἡ συγκέντρωσις τῶν φοιτητῶν, οἱ ὁποῖοι ἐζήτησαν τὴν διάθεσιν τοῦ 15% τοῦ προϋπολογισμοῦ διὰ τὴν Παιδείαν. Ὁ ἀρχηγὸς τῆς Ἑνώσεως Κέντρου ἐδήλωσεν ὅτι ἡ παιδεία εἶναι ἐθνικὴ ὑπόθεσις. xyxy=(1010,614,1191,708)
article-body: ΕΡΩΤΗΣΙΣ: Ποία ἡ γνώμη σας διὰ τὸν ἀγῶνα τῶν φοιτητῶν; ΑΠΑΝΤΗΣΙΣ: Ὁ ἀγὼν τῶν φοιτητῶν εἶναι δίκαιος καὶ εὐγενής. Ἡ νεολαία ἀγωνίζεται διὰ τὸ μέλλον τοῦ Ἔθνους. xyxy=(1010,712,1191,782)
article-body: ΟΥΑΣΙΓΚΤΩΝ, 17. (Ρώυτερ).— Οἱ ὑπουργοὶ Ἐξωτερικῶν καὶ Ἀμύνης ἐνημέρωσαν τὸν πρόεδρον Κέννεντυ διὰ τὰς ἀποφάσεις τῆς Διασκέψεως τοῦ ΝΑΤΟ εἰς Παρισίους. xyxy=(1010,387,1191,445)
article-body: ΛΟΝΔΙΝΟΝ, 17. (Ρώυτερ).— Ἡ Μεγάλη Βρεταννία ἀπέκτησε τὸ πρῶτον ἀεροπλάνον καθέτου προσγειώσεως, τὸ ὁποῖον θὰ τεθῇ εἰς ὑπηρεσίαν ἐντὸς τοῦ 1962. xyxy=(1206,1179,1571,1277)
deck: 46 νεκροί, 28 τραυματίαι εἰς Γαλλίαν xyxy=(77,995,347,1012)
lottery-numbers xyxy=(217,583,416,840)
headline-king: Ο ΒΑΣΙΛΕΥΣ ΕΚΦΡΑΖΕΙ ΕΜΠΙΣΤΟΣΥΝΗΝ ΠΡΟΣ ΤΟ ΣΤΡΑΤΕΥΜΑ xyxy=(428,4,607,58)
headline-banks-kicker: ΥΠΟ ΤΩΝ ΤΡΑΠΕΖΩΝ xyxy=(460,265,575,277)
headline-german-athlete: ΑΠΕΘΑΝΕΝ ΕΙΣ ΗΛΙΚΙΑΝ 80 ΕΤΩΝ Ο ΓΕΡΜΑΝΟΣ ΣΤΙΕΜ ΕΙΣ ΕΚ ΤΩΝ ΝΙΚΗΤΩΝ ΤΗΣ «ΟΛΥΜΠΙΑΔΟΣ» ΤΟΥ 1906 xyxy=(19,400,405,450)
article-body: Κατὰ τηλεγραφήματα πρὸς τὴν ἐθνικὴν μετεωρολογικὴν ὑπηρεσίαν, αἱ ραγδαῖαι βροχαὶ αἱ ὁποῖαι ἐπικρατοῦν εἰς τὸν νότιον Ἑλλαδικὸν χῶρον, προκάλεσαν σοβαρὰς ζημίας εἰς τὰς καλλιεργείας καὶ τὰς οἰκίας. xyxy=(10,1014,206,1085)
article-body: ΑΘΗΝΑΙ, 17.— Ὁ βουλευτὴς τῆς Ἑνώσεως Κέντρου κ. Παπαλαζάρου, ἀπαντῶν εἰς τὴν δήλωσιν τοῦ εἰσαγγελέως, ὑποστηρίζει ὅτι ἡ ἐγκύκλιος καταπιέζει τὴν δικαστικὴν συνείδησιν καὶ ζητεῖ τὸν πειθαρχικὸν ἔλεγχον τοῦ εἰσαγγελέως. xyxy=(1395,213,1571,307)
headline-officers-nasser: 42 ΑΞΙΩΜΑΤΙΚΟΙ ΣΥΝΕΛΗΦΘΗΣΑΝ ΩΣ ΣΥΝΩΜΟΣΑΝΤΕΣ ΚΑΤΑ ΤΟΥ ΝΑΣΕΡ xyxy=(434,649,601,702)
lottery-row: 892 4523 4879 xyxy=(217,687,291,699)
article-body: Κατὰ τὸ ὑπουργεῖον Οἰκονομικῶν ἀπὸ σήμερον ἀρχίζει ἡ ἀντικατάστασις τῶν ὁμολογιῶν τῶν ἀνταλλαξίμων διὰ νέων, αἱ ὁποῖαι διατίθενται πρὸς 20 δρχ. xyxy=(430,358,605,416)
article-body: ΜΟΣΧΑ, 17. (Ρώυτερ).— Αἱ σοβιετικαὶ ἀρχαὶ ἀπηγόρευσαν εἰς τὴν κ. Οὐάιν νὰ ἐπισκεφθῇ ἐκ νέου τὸν σύζυγόν της, ὁ ὁποῖος κρατεῖται ἐπὶ κατασκοπείᾳ. xyxy=(1206,505,1384,564)
article-body: Ὑπὸ τοῦ συμβουλίου ἐφετῶν Θεσσαλονίκης παρεπέμφθησαν εἰς τὸ κακουργιοδικεῖον οἱ δράσται τοῦ ἐγκλήματος. xyxy=(1395,893,1571,941)
kicker: Ἐπὶ περιῦβρισει τῆς ἀρχῆς xyxy=(111,4,313,22)
lottery-row: 70552 70631 71896 xyxy=(217,653,314,665)
article-body: ΕΡΩΤΗΣΙΣ: Ποία ἡ γνώμη σας διὰ τὸν ἀγῶνα τῶν φοιτητῶν; ΑΠΑΝΤΗΣΙΣ: Ὁ ἀγὼν τῶν φοιτητῶν εἶναι δίκαιος καὶ εὐγενής. Ἡ νεολαία ἀγωνίζεται διὰ τὸ μέλλον τοῦ Ἔθνους. xyxy=(815,564,1191,779)
article-body: Ὑπὸ τοῦ συμβουλίου ἐφετῶν Θεσσαλονίκης παρεπέμφθησαν εἰς τὸ κακουργιοδικεῖον οἱ δράσται τοῦ ἐγκλήματος. xyxy=(1206,893,1383,941)
headline-kilkis: ΠΡΟΣΩΠΙΚΗ ΗΤΤΑΝ ΥΠΕΣΤΗ ΕΙΣ ΤΟ ΚΙΛΚΙΣ Ο ΒΟΥΛΕΥΤΗΣ ΤΗΣ Ε.Ρ.Ε. Κ. ΠΑΠΑΔΟΠΟΥΛΟΣ xyxy=(430,424,605,466)
deck: ΤΟΝ ΧΑΡΑΚΤΗΡΙΖΟΥΝ ΡΕΒΙΖΙΟΝΙΣΤΗΝ xyxy=(1424,414,1541,437)
column-3 xyxy=(617,0,1193,2324)
deck: Ἠρῆκε δι' ὀλίγων εἰς βασιλικὸν πρόγραμμα, παρατεθὲν εἰς ἀνώτατα στελέχη τῶν ἐνόπλων δυνάμεων xyxy=(433,62,602,110)
lottery-row: 50855 52684 54946 xyxy=(217,641,314,653)
headline-small-news: ΜΙΚΡΑΙ ΕΙΔΗΣΕΙΣ ΧΩΡΙΣ ΤΙΤΛΟΝ ΑΠΟ ΟΛΗΝ ΤΗΝ ΕΛΛΑΔΑ xyxy=(638,794,1173,818)
article-body: Κατὰ τηλεγράφημα τοῦ βουλευτοῦ τῆς Κεντρώας Ἑνώσεως ἐκ Κιλκὶς, ὁ κ. Παπαδόπουλος ὑπέστη προσωπικὴν ἧτταν εἰς τὰς δημοτικὰς ἐκλογάς. xyxy=(430,470,605,528)
subhead: ΝΤΕ ΓΚΩΛ - ΠΙΤΣΙΟΝΙ xyxy=(1042,257,1159,269)
subhead: ΡΗΓΜΑ ΕΙΣ ΑΝΑΧΩΜΑ ΠΟΤΑΜΟΥ xyxy=(18,1178,198,1190)
lottery-row: 36857 42376 45745 xyxy=(217,770,314,782)
article-body: ΒΙΕΝΝΗ, 17. (Ἡνωμ. Τύπος).— Τὸ ὄργανον τοῦ Ἀλβανικοῦ κόμματος ἐπικρίνει σφοδρῶς τὸν Ἰταλὸν κομμουνιστὴν ἡγέτην. xyxy=(1394,441,1571,487)
